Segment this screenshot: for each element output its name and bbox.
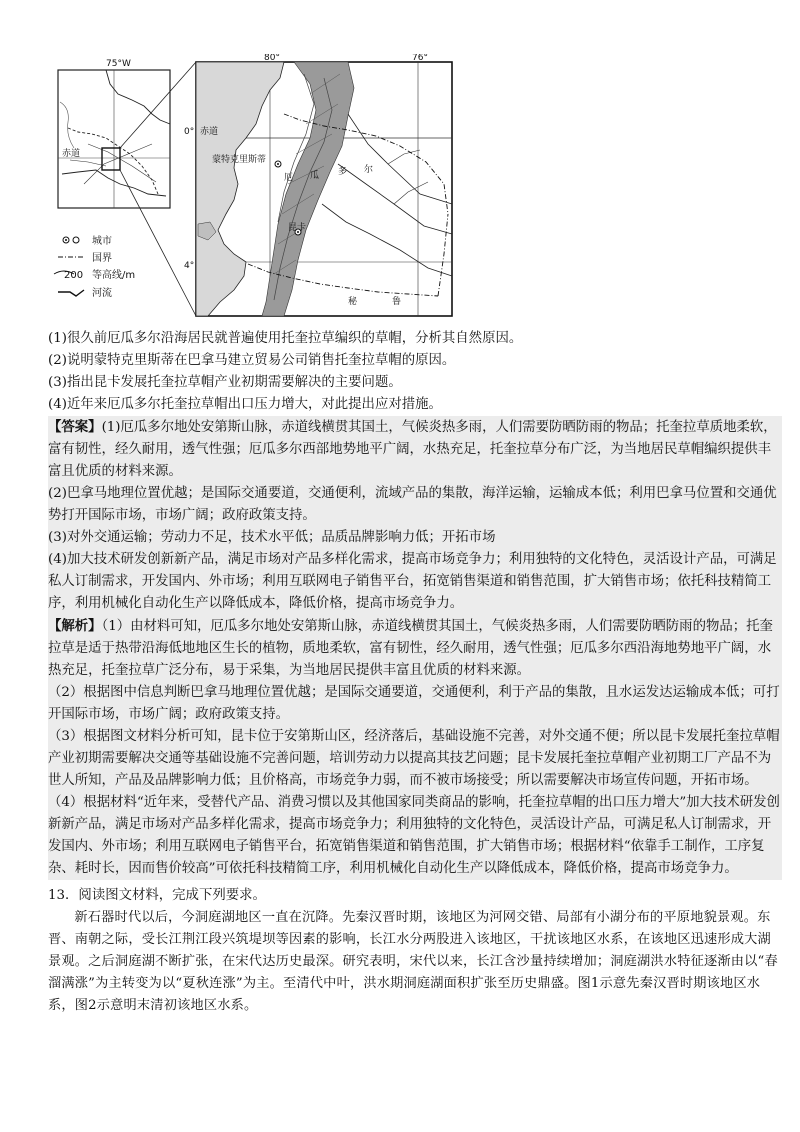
latitude-0-label: 0° (184, 127, 195, 137)
analysis-paragraph-3: （3）根据图文材料分析可知，昆卡位于安第斯山区，经济落后，基础设施不完善，对外交通不便；所以昆卡发展托奎拉草帽产业初期需要解决交通等基础设施不完善问题，培训劳动力以提高其技艺问题；昆卡发展托奎拉草帽产业初期工厂产品不为世人所知，产品及品牌影响力低；且价格高，市场竞争力弱，而不被市场接受；所以需要解决市场宣传问题，开拓市场。 (48, 729, 780, 788)
question-2: (2)说明蒙特克里斯蒂在巴拿马建立贸易公司销售托奎拉草帽的原因。 (48, 353, 456, 368)
region-label-e: 厄 (284, 173, 294, 183)
answer-analysis-block (48, 416, 782, 880)
legend-contour: 等高线/m (92, 270, 136, 281)
peru-label-lu: 鲁 (392, 297, 402, 307)
analysis-tag: 【解析】 (48, 618, 102, 634)
answer-paragraph-2: (2)巴拿马地理位置优越；是国际交通要道，交通便利，流域产品的集散，海洋运输，运输成本低；利用巴拿马位置和交通优势打开国际市场，市场广阔；政府政策支持。 (48, 486, 777, 523)
river-symbol-icon (58, 290, 84, 296)
montecristi-city-label: 蒙特克里斯蒂 (212, 155, 267, 165)
legend-city: 城市 (92, 236, 112, 247)
region-label-gua: 瓜 (310, 171, 320, 181)
inset-longitude-label: 75°W (106, 59, 131, 69)
question-1: (1)很久前厄瓜多尔沿海居民就普遍使用托奎拉草编织的草帽，分析其自然原因。 (48, 331, 523, 346)
legend-border: 国界 (92, 253, 112, 264)
answer-tag: 【答案】 (48, 419, 102, 435)
question-3: (3)指出昆卡发展托奎拉草帽产业初期需要解决的主要问题。 (48, 375, 402, 390)
analysis-paragraph-2: （2）根据图中信息判断巴拿马地理位置优越；是国际交通要道，交通便利，利于产品的集散，且水运发达运输成本低；可打开国际市场，市场广阔；政府政策支持。 (48, 685, 780, 722)
longitude-76-label: 76° (412, 54, 428, 63)
analysis-paragraph-1: 【解析】（1）由材料可知，厄瓜多尔地处安第斯山脉，赤道线横贯其国土，气候炎热多雨，人们需要防晒防雨的物品；托奎拉草是适于热带沿海低地地区生长的植物，质地柔软，富有韧性，经久耐用，透气性强；厄瓜多尔西沿海地势地平广阔，水热充足，托奎拉草广泛分布，易于采集，为当地居民提供丰富且优质的材料来源。 (48, 618, 773, 678)
region-label-duo: 多 (338, 167, 348, 177)
question-4: (4)近年来厄瓜多尔托奎拉草帽出口压力增大，对此提出应对措施。 (48, 397, 442, 412)
peru-label-bi: 秘 (348, 297, 358, 307)
questions-block (48, 328, 782, 416)
inset-equator-label: 赤道 (62, 149, 81, 159)
main-map (184, 54, 452, 316)
question-13-block (48, 885, 782, 1017)
latitude-4-label: 4° (184, 261, 195, 271)
inset-map (58, 59, 170, 208)
analysis-paragraph-4: （4）根据材料“近年来，受替代产品、消费习惯以及其他国家同类商品的影响，托奎拉草帽的出口压力增大”加大技术研发创新新产品，满足市场对产品多样化需求，提高市场竞争力；利用独特的文化特色，灵活设计产品，可满足私人订制需求，开发国内、外市场；利用互联网电子销售平台，拓宽销售渠道和销售范围，扩大销售市场；根据材料“依靠手工制作，工序复杂、耗时长，因而售价较高”可依托科技精简工序，利用机械化自动化生产以降低成本，降低价格，提高市场竞争力。 (48, 795, 780, 876)
cuenca-city-label: 昆卡 (288, 223, 307, 233)
equator-label: 赤道 (200, 127, 219, 137)
question-13-heading: 13．阅读图文材料，完成下列要求。 (48, 888, 266, 903)
legend-river: 河流 (92, 288, 112, 299)
map-legend (54, 234, 135, 299)
ecuador-map (48, 54, 456, 322)
answer-paragraph-1: 【答案】(1)厄瓜多尔地处安第斯山脉，赤道线横贯其国土，气候炎热多雨，人们需要防晒防雨的物品；托奎拉草质地柔软，富有韧性，经久耐用，透气性强；厄瓜多尔西部地势地平广阔，水热充足，托奎拉草分布广泛，为当地居民草帽编织提供丰富且优质的材料来源。 (48, 419, 777, 479)
legend-contour-value: 200 (64, 270, 84, 281)
ecuador-map-figure (48, 54, 456, 322)
region-label-er: 尔 (364, 165, 374, 175)
longitude-80-label: 80° (264, 54, 280, 63)
answer-paragraph-3: (3)对外交通运输；劳动力不足，技术水平低；品质品牌影响力低；开拓市场 (48, 530, 496, 545)
question-13-passage: 新石器时代以后，今洞庭湖地区一直在沉降。先秦汉晋时期，该地区为河网交错、局部有小湖分布的平原地貌景观。东晋、南朝之际，受长江荆江段兴筑堤坝等因素的影响，长江水分两股进入该地区，干扰该地区水系，在该地区迅速形成大湖景观。之后洞庭湖不断扩张，在宋代达历史最深。研究表明，宋代以来，长江含沙量持续增加；洞庭湖洪水特征逐渐由以“春溜满涨”为主转变为以“夏秋连涨”为主。至清代中叶，洪水期洞庭湖面积扩张至历史鼎盛。图1示意先秦汉晋时期该地区水系，图2示意明末清初该地区水系。 (48, 910, 778, 1013)
answer-paragraph-4: (4)加大技术研发创新新产品，满足市场对产品多样化需求，提高市场竞争力；利用独特的文化特色，灵活设计产品，可满足私人订制需求，开发国内、外市场；利用互联网电子销售平台，拓宽销售渠道和销售范围，扩大销售市场；依托科技精简工序，利用机械化自动化生产以降低成本，降低价格，提高市场竞争力。 (48, 552, 777, 611)
